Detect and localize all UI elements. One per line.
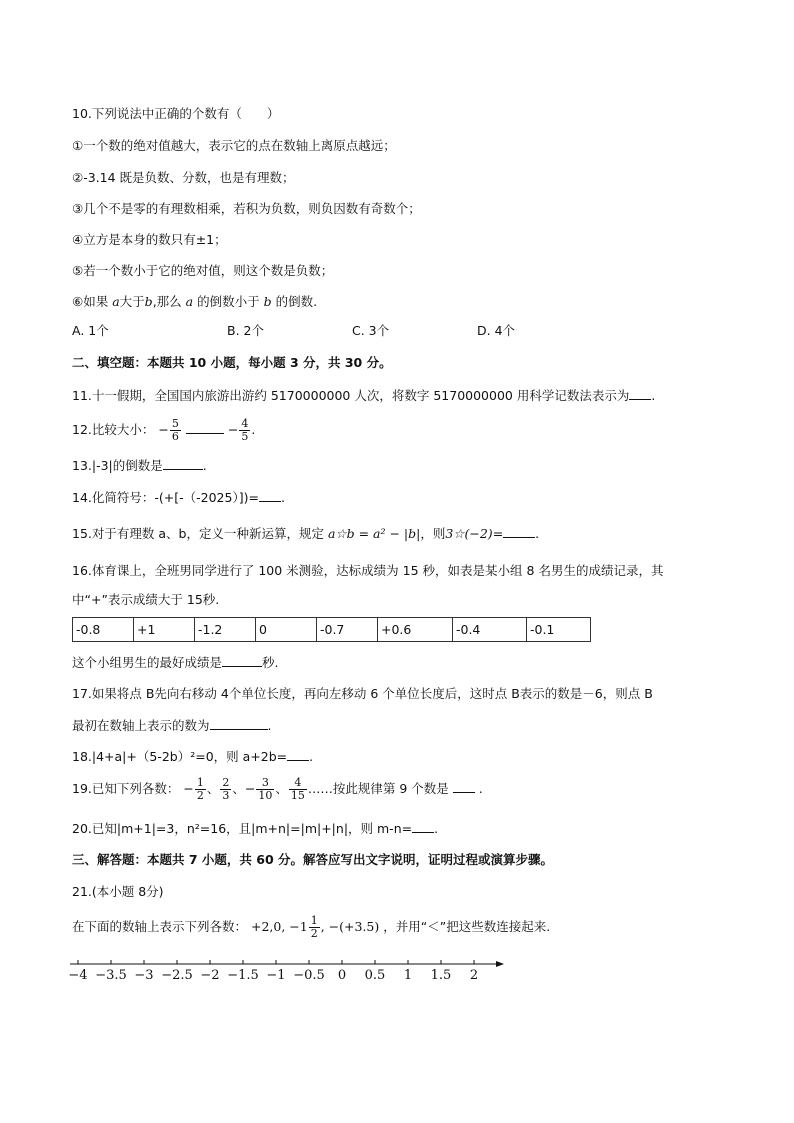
minus-sign: − <box>158 422 169 437</box>
minus-sign: − <box>227 422 239 437</box>
numerator: 5 <box>171 417 179 430</box>
table-cell: -0.7 <box>317 618 378 642</box>
q21-text <box>72 912 550 942</box>
q11 <box>72 387 655 404</box>
option-a[interactable]: A. 1个 <box>72 323 109 338</box>
q19 <box>72 774 483 804</box>
tick-label: 0.5 <box>364 968 386 983</box>
tick-label: −1 <box>266 968 286 983</box>
q13-text: 13.|-3|的倒数是 <box>72 458 163 473</box>
fraction <box>289 777 307 802</box>
table-cell: +1 <box>134 618 195 642</box>
q16-after <box>72 654 279 671</box>
q20-end: . <box>434 821 439 836</box>
answer-blank[interactable] <box>453 780 475 793</box>
q17-line-2-text: 最初在数轴上表示的数为 <box>72 718 210 733</box>
table-cell: -1.2 <box>195 618 256 642</box>
q10-s6-part: 的倒数. <box>275 294 318 309</box>
q18-text: 18.|4+a|+（5-2b）²=0，则 a+2b= <box>72 749 288 764</box>
q20 <box>72 820 438 837</box>
q21-nums: , −(+3.5) <box>320 919 380 934</box>
tick-label: 2 <box>469 968 479 983</box>
q10-statement-6 <box>72 294 317 310</box>
tick-label: 1 <box>403 968 413 983</box>
tick-label: 0 <box>337 968 347 983</box>
separator: 、 <box>206 781 220 796</box>
answer-blank[interactable] <box>222 654 262 667</box>
option-c[interactable]: C. 3个 <box>352 323 390 338</box>
q11-text: 11.十一假期，全国国内旅游出游约 5170000000 人次，将数字 5170000000 用科学记数法表示为 <box>72 388 630 403</box>
fraction <box>256 777 274 802</box>
q18 <box>72 748 313 765</box>
separator: 、 <box>232 781 245 796</box>
q14 <box>72 489 285 506</box>
q21-nums: +2,0, −1 <box>251 919 308 934</box>
q10-statement-3: ③几个不是零的有理数相乘，若积为负数，则负因数有奇数个； <box>72 201 421 216</box>
q15-end: . <box>535 526 540 541</box>
q19-suffix: ……按此规律第 9 个数是 <box>307 781 449 796</box>
answer-blank[interactable] <box>259 489 281 502</box>
fraction <box>195 777 206 802</box>
q10-statement-4: ④立方是本身的数只有±1； <box>72 232 227 247</box>
var-b: b <box>263 294 272 309</box>
table-cell: -0.8 <box>73 618 134 642</box>
q15-text: 15.对于有理数 a、b，定义一种新运算，规定 <box>72 526 324 541</box>
option-d[interactable]: D. 4个 <box>477 323 516 338</box>
q15-expr: 3☆(−2) <box>445 526 493 541</box>
numerator: 4 <box>289 777 307 790</box>
q17-line-1: 17.如果将点 B先向右移动 4个单位长度，再向左移动 6 个单位长度后，这时点 B表示的数是－6，则点 B <box>72 686 653 701</box>
q15-mid: ，则 <box>420 526 446 541</box>
denominator: 6 <box>171 430 179 443</box>
table-cell: -0.1 <box>527 618 591 642</box>
q10-options <box>72 323 592 339</box>
answer-blank[interactable] <box>210 717 268 730</box>
answer-blank[interactable] <box>287 748 309 761</box>
numerator: 4 <box>241 417 249 430</box>
q11-end: . <box>651 388 656 403</box>
table-row <box>73 618 591 642</box>
q21-title: 21.(本小题 8分) <box>72 884 164 899</box>
tick-label: 1.5 <box>430 968 452 983</box>
fraction <box>170 418 181 443</box>
fraction <box>309 915 320 940</box>
q10-statement-1: ①一个数的绝对值越大，表示它的点在数轴上离原点越远； <box>72 138 396 153</box>
number-line[interactable] <box>66 950 516 986</box>
minus-sign: − <box>244 781 256 796</box>
q16-line-2: 中“+”表示成绩大于 15秒. <box>72 592 220 607</box>
numerator: 3 <box>256 777 274 790</box>
table-cell: 0 <box>256 618 317 642</box>
q10-s6-part: ,那么 <box>152 294 182 309</box>
section-2-heading: 二、填空题：本题共 10 小题，每小题 3 分，共 30 分。 <box>72 355 392 370</box>
q12-prefix: 12.比较大小： <box>72 422 155 437</box>
section-3-heading: 三、解答题：本题共 7 小题，共 60 分。解答应写出文字说明，证明过程或演算步骤。 <box>72 852 554 867</box>
option-b[interactable]: B. 2个 <box>227 323 264 338</box>
q21-suffix: ，并用“＜”把这些数连接起来. <box>383 919 551 934</box>
q20-text: 20.已知|m+1|=3，n²=16，且|m+n|=|m|+|n|，则 m-n= <box>72 821 413 836</box>
denominator: 15 <box>290 789 305 802</box>
q16-after-end: 秒. <box>262 655 279 670</box>
q14-end: . <box>280 490 285 505</box>
var-a: a <box>112 294 120 309</box>
q19-end: . <box>478 781 483 796</box>
answer-blank[interactable] <box>163 457 203 470</box>
table-cell: +0.6 <box>378 618 453 642</box>
denominator: 2 <box>196 789 204 802</box>
tick-label: −2 <box>200 968 220 983</box>
answer-blank[interactable] <box>186 421 224 434</box>
q10-stem: 10.下列说法中正确的个数有（ ） <box>72 106 280 121</box>
q15 <box>72 525 539 542</box>
q12-end: . <box>251 422 256 437</box>
separator: 、 <box>275 781 288 796</box>
numerator: 2 <box>222 776 230 789</box>
minus-sign: − <box>183 781 194 796</box>
answer-blank[interactable] <box>503 525 535 538</box>
denominator: 10 <box>258 789 273 802</box>
q15-eq: = <box>492 526 504 541</box>
tick-label: −1.5 <box>227 968 259 983</box>
numerator: 1 <box>196 776 204 789</box>
tick-label: −4 <box>68 968 88 983</box>
var-a: a <box>185 294 194 309</box>
q17-line-2 <box>72 717 272 734</box>
fraction <box>220 777 231 802</box>
q13 <box>72 457 207 474</box>
tick-label: −3 <box>134 968 154 983</box>
q17-end: . <box>267 718 272 733</box>
q10-s6-part: 的倒数小于 <box>197 294 260 309</box>
answer-blank[interactable] <box>412 820 434 833</box>
q12 <box>72 415 255 445</box>
q18-end: . <box>309 749 314 764</box>
q10-s6-part: 大于 <box>119 294 145 309</box>
fraction <box>239 418 250 443</box>
denominator: 5 <box>241 430 249 443</box>
answer-blank[interactable] <box>629 387 651 400</box>
q10-s6-part: ⑥如果 <box>72 294 109 309</box>
arrow-right-icon <box>496 961 504 967</box>
table-cell: -0.4 <box>453 618 527 642</box>
q14-text: 14.化简符号：-(+[-（-2025）])= <box>72 490 259 505</box>
q15-formula: a☆b = a² − |b| <box>327 526 421 541</box>
denominator: 2 <box>310 927 318 940</box>
score-record-table <box>72 617 591 642</box>
q10-statement-2: ②-3.14 既是负数、分数，也是有理数； <box>72 170 295 185</box>
tick-label: −3.5 <box>95 968 127 983</box>
q16-line-1: 16.体育课上，全班男同学进行了 100 米测验，达标成绩为 15 秒，如表是某小组 8 名男生的成绩记录，其 <box>72 563 664 578</box>
q13-end: . <box>202 458 207 473</box>
q19-prefix: 19.已知下列各数： <box>72 781 180 796</box>
q21-prefix: 在下面的数轴上表示下列各数： <box>72 919 248 934</box>
q16-after-text: 这个小组男生的最好成绩是 <box>72 655 223 670</box>
denominator: 3 <box>222 789 230 802</box>
q10-statement-5: ⑤若一个数小于它的绝对值，则这个数是负数； <box>72 263 334 278</box>
var-b: b <box>144 294 153 309</box>
tick-label: −0.5 <box>293 968 325 983</box>
numerator: 1 <box>310 914 318 927</box>
tick-label: −2.5 <box>161 968 193 983</box>
